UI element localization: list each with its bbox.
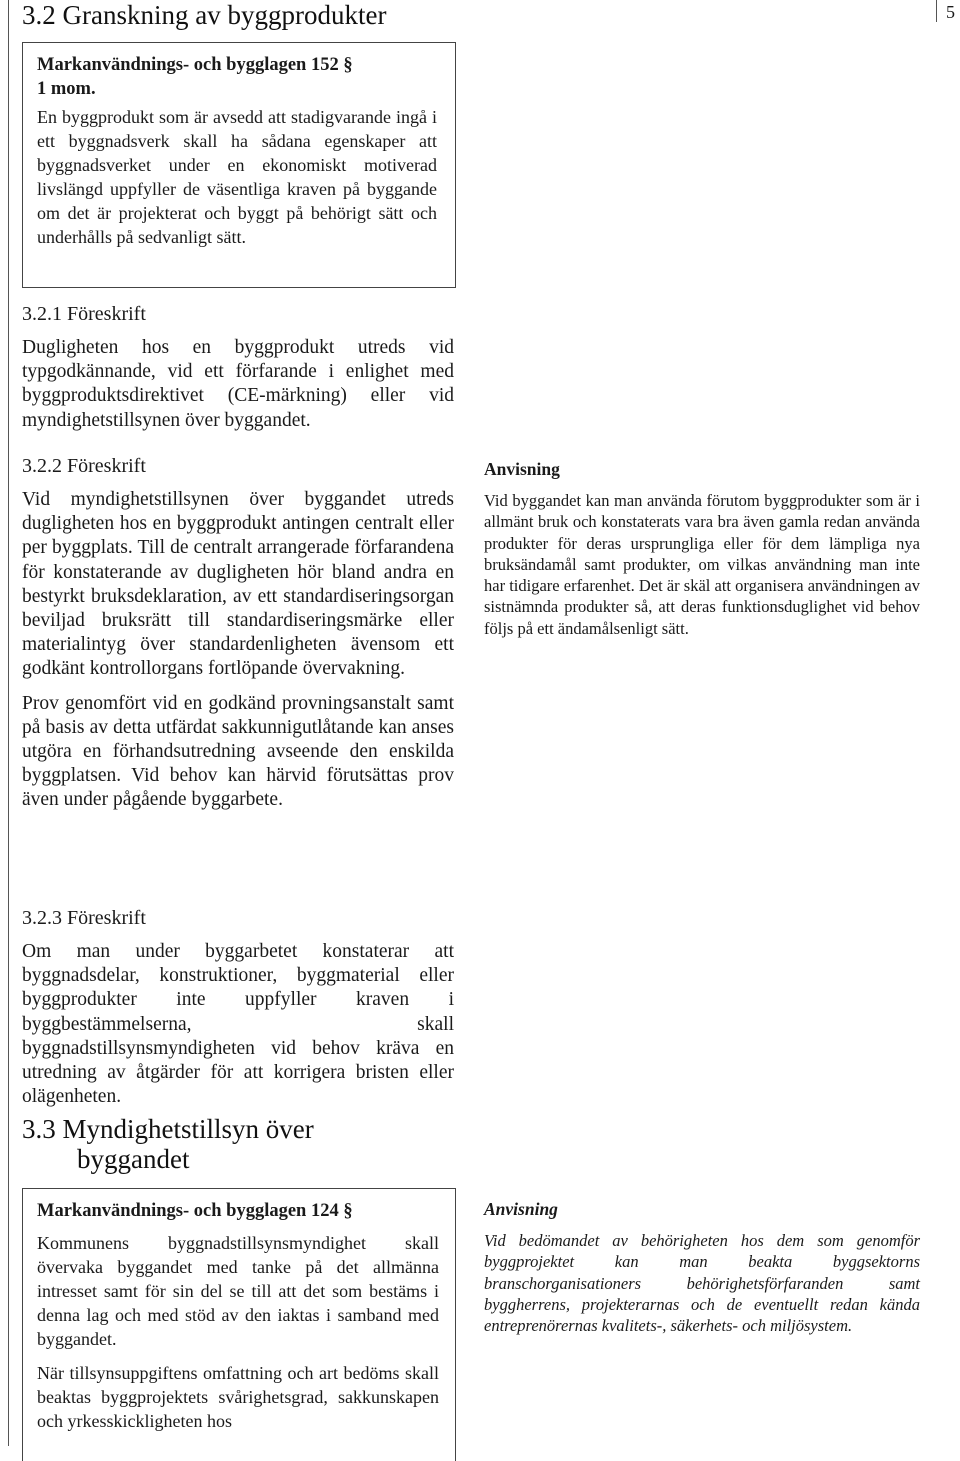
anvisning-1-text: Vid byggandet kan man använda förutom byggprodukter som är i allmänt bruk och konstaterats vara bra även gamla redan använda produkter för deras ursprungliga eller för dem lämpliga nya bruksändamål samt produkter, om vilkas användning man inte har tidigare erfarenhet. Det är skäl att organisera användningen av sistnämnda produkter så, att deras funktionsduglighet vid behov följs på ett ändamålsenligt sätt. [484,491,920,638]
law-box-title: Markanvändnings- och bygglagen 152 § [37,55,353,75]
section-3-2-1 [22,302,454,433]
law-box-124 [22,1188,456,1461]
section-heading-3-2: 3.2 Granskning av byggprodukter [22,0,387,30]
left-margin-rule [8,0,9,1446]
top-right-rule [936,0,937,22]
section-3-2-2-heading: 3.2.2 Föreskrift [22,455,146,477]
section-3-2-3 [22,906,454,1109]
anvisning-sidebar-2 [484,1198,920,1336]
section-3-2-1-text: Dugligheten hos en byggprodukt utreds vid typgodkännande, vid ett förfarande i enlighet med byggproduktsdirektivet (CE-märkning) eller vid myndighetstillsynen över byggandet. [22,337,454,431]
law-box-subtitle: 1 mom. [37,79,96,99]
section-heading-3-3 [22,1114,462,1174]
page-number: 5 [946,2,955,22]
law-box-152 [22,42,456,288]
anvisning-1-heading: Anvisning [484,459,560,479]
anvisning-2-text: Vid bedömandet av behörigheten hos dem som genomför byggprojektet kan man beakta byggsektorns branschorganisationers behörighetsförfaranden samt byggherrens, projekterarnas och de eventuellt redan kända entreprenörernas kvalitets-, säkerhets- och miljösystem. [484,1231,920,1336]
section-heading-3-3-line-2: byggandet [77,1144,190,1174]
section-3-2-1-heading: 3.2.1 Föreskrift [22,303,146,325]
section-3-2-3-heading: 3.2.3 Föreskrift [22,907,146,929]
section-3-2-2-text-1: Vid myndighetstillsynen över byggandet utreds dugligheten hos en byggprodukt antingen centralt eller per byggplats. Till de centralt arrangerade förfarandena för konstaterande av dugligheten hör bland andra en bestyrkt bruksdeklaration, av ett standardiseringsorgan beviljad bruksrätt till standardiseringsmärke eller materialintyg över standardenligheten ävensom ett godkänt kontrollorgans fortlöpande övervakning. [22,489,454,680]
law-box-124-text-2: När tillsynsuppgiftens omfattning och art bedöms skall beaktas byggprojektets svårighetsgrad, sakkunskapen och yrkesskickligheten hos [37,1363,439,1431]
section-3-2-3-text: Om man under byggarbetet konstaterar att byggnadsdelar, konstruktioner, byggmaterial eller byggprodukter inte uppfyller kraven i byggbestämmelserna, skall byggnadstillsynsmyndigheten vid behov kräva en utredning av åtgärder för att korrigera bristen eller olägenheten. [22,941,454,1108]
section-3-2-2-text-2: Prov genomfört vid en godkänd provningsanstalt samt på basis av detta utfärdat sakkunnigutlåtande kan anses utgöra en förhandsutredning avseende den enskilda byggplatsen. Vid behov kan härvid förutsättas prov även under pågående byggarbete. [22,692,454,811]
section-3-2-2 [22,454,454,813]
section-heading-3-3-line-1: 3.3 Myndighetstillsyn över [22,1114,314,1144]
law-box-text: En byggprodukt som är avsedd att stadigvarande ingå i ett byggnadsverk skall ha sådana egenskaper att byggnadsverket under en ekonomiskt motiverad livslängd uppfyller de väsentliga kraven på byggande om det är projekterat och byggt på behörigt sätt och underhålls på sedvanligt sätt. [37,107,437,247]
anvisning-sidebar-1 [484,458,920,639]
anvisning-2-heading: Anvisning [484,1199,558,1219]
law-box-124-text-1: Kommunens byggnadstillsynsmyndighet skall övervaka byggandet med tanke på det allmänna intresset samt för sin del se till att det som bestäms i denna lag och med stöd av den iaktas i samband med byggandet. [37,1233,439,1349]
law-box-124-title: Markanvändnings- och bygglagen 124 § [37,1201,353,1221]
